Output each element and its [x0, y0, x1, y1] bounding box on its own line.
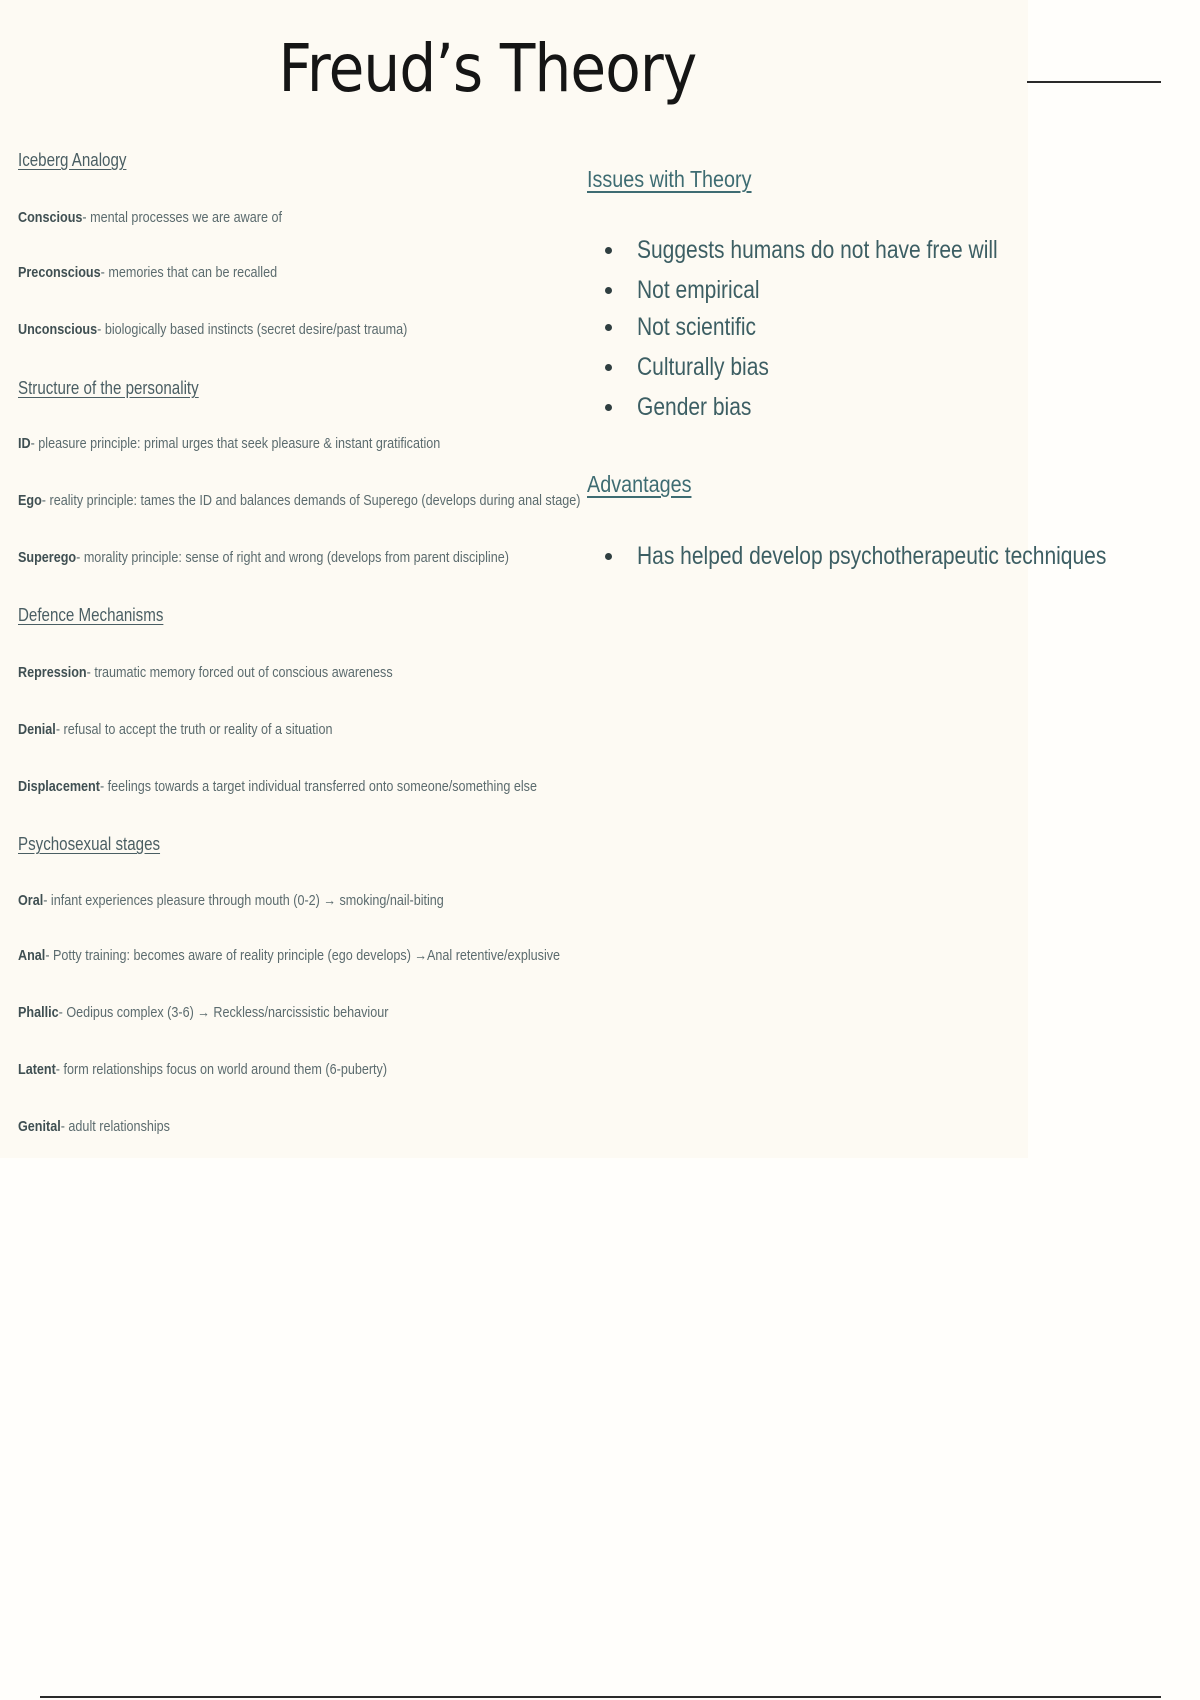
- note-term: Anal: [18, 947, 46, 964]
- bullet-dot-icon: [605, 247, 612, 254]
- note-line: [18, 892, 444, 909]
- advantage-item: Has helped develop psychotherapeutic techniques: [605, 542, 1196, 571]
- note-term: Unconscious: [18, 321, 98, 338]
- note-line: [18, 549, 509, 566]
- issue-item: Not scientific: [605, 313, 779, 342]
- bullet-dot-icon: [605, 553, 612, 560]
- note-text: - adult relationships: [60, 1118, 170, 1135]
- section-heading-defence: Defence Mechanisms: [18, 605, 164, 625]
- bullet-dot-icon: [605, 324, 612, 331]
- note-text: - reality principle: tames the ID and balances demands of Superego (develops during anal stage): [41, 492, 581, 509]
- bullet-dot-icon: [605, 364, 612, 371]
- section-heading-iceberg: Iceberg Analogy: [18, 150, 127, 170]
- note-line: [18, 321, 407, 338]
- section-heading-personality: Structure of the personality: [18, 378, 199, 398]
- title-divider: [1027, 81, 1161, 83]
- note-term: Ego: [18, 492, 42, 509]
- issue-item: Suggests humans do not have free will: [605, 236, 1066, 265]
- note-term: Displacement: [18, 778, 100, 795]
- note-line: [18, 1004, 388, 1021]
- note-line: [18, 492, 580, 509]
- note-term: Preconscious: [18, 264, 101, 281]
- note-term: Latent: [18, 1061, 56, 1078]
- bottom-divider: [40, 1696, 1161, 1698]
- page-title: Freud’s Theory: [278, 30, 697, 107]
- section-heading-psychosexual: Psychosexual stages: [18, 834, 161, 854]
- note-text: - feelings towards a target individual transferred onto someone/something else: [99, 778, 537, 795]
- note-text: - biologically based instincts (secret desire/past trauma): [97, 321, 408, 338]
- note-text: - infant experiences pleasure through mouth (0-2) → smoking/nail-biting: [43, 892, 444, 909]
- note-line: [18, 1061, 387, 1078]
- note-line: [18, 721, 332, 738]
- note-line: [18, 435, 440, 452]
- note-term: Genital: [18, 1118, 61, 1135]
- note-term: Denial: [18, 721, 56, 738]
- note-term: ID: [18, 435, 31, 452]
- advantages-heading: Advantages: [587, 471, 692, 497]
- note-line: [18, 778, 537, 795]
- note-text: - refusal to accept the truth or reality of a situation: [55, 721, 333, 738]
- note-line: [18, 209, 282, 226]
- note-text: - Potty training: becomes aware of reality principle (ego develops) →Anal retentive/explusive: [45, 947, 561, 964]
- note-text: - form relationships focus on world around them (6-puberty): [55, 1061, 388, 1078]
- issue-item: Culturally bias: [605, 353, 794, 382]
- issues-heading: Issues with Theory: [587, 166, 752, 192]
- note-line: [18, 1118, 170, 1135]
- note-text: - pleasure principle: primal urges that seek pleasure & instant gratification: [30, 435, 441, 452]
- note-term: Superego: [18, 549, 77, 566]
- note-line: [18, 947, 560, 964]
- issue-item: Gender bias: [605, 393, 773, 422]
- note-term: Repression: [18, 664, 87, 681]
- note-text: - memories that can be recalled: [100, 264, 278, 281]
- note-text: - mental processes we are aware of: [82, 209, 283, 226]
- note-line: [18, 264, 277, 281]
- bullet-dot-icon: [605, 404, 612, 411]
- note-term: Phallic: [18, 1004, 59, 1021]
- bullet-dot-icon: [605, 287, 612, 294]
- note-line: [18, 664, 393, 681]
- note-text: - Oedipus complex (3-6) → Reckless/narcissistic behaviour: [58, 1004, 389, 1021]
- note-term: Conscious: [18, 209, 83, 226]
- note-term: Oral: [18, 892, 44, 909]
- note-text: - morality principle: sense of right and wrong (develops from parent discipline): [76, 549, 509, 566]
- issue-item: Not empirical: [605, 276, 783, 305]
- note-text: - traumatic memory forced out of conscious awareness: [86, 664, 393, 681]
